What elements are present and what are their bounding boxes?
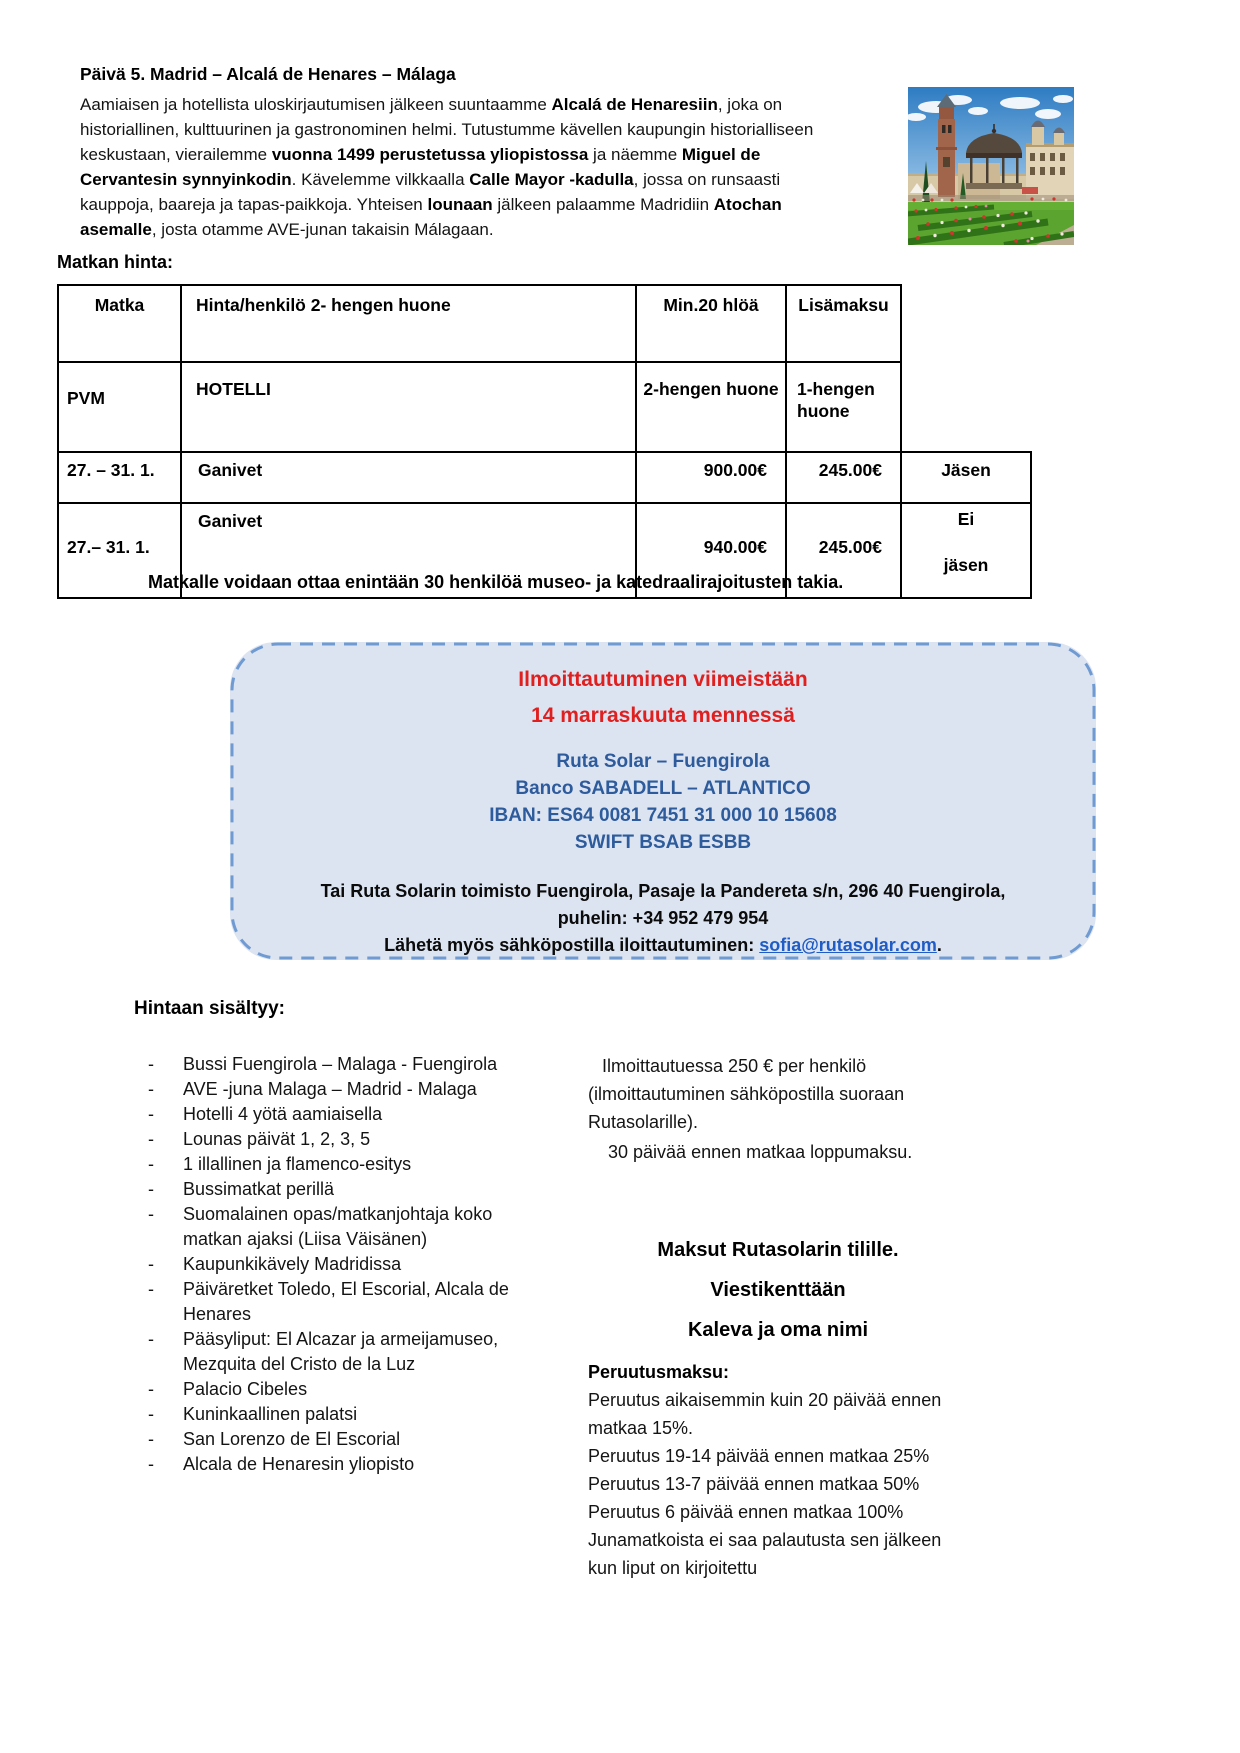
swift-line: SWIFT BSAB ESBB <box>574 832 752 853</box>
text-run: jälkeen palaamme Madridiin <box>492 195 714 214</box>
bold-text-run: Alcalá de Henaresiin <box>551 95 718 114</box>
cancellation-terms <box>588 1386 968 1582</box>
cancellation-line: Peruutus aikaisemmin kuin 20 päivää ennen matkaa 15%. <box>588 1390 942 1438</box>
subheader-1hengen-line1: 1-hengen <box>797 379 875 399</box>
office-phone-line: puhelin: +34 952 479 954 <box>557 908 769 928</box>
included-list <box>148 1052 528 1477</box>
text-run: Aamiaisen ja hotellista uloskirjautumisen jälkeen suuntaamme <box>80 95 552 114</box>
payment-heading-line2: Kaleva ja oma nimi <box>687 1319 869 1341</box>
cell-surcharge-2: 245.00€ <box>786 503 901 598</box>
table-spacer-cell <box>901 285 1031 362</box>
subheader-cell-pvm: PVM <box>58 362 181 452</box>
bold-text-run: Calle Mayor -kadulla <box>469 170 634 189</box>
text-run: , josta otamme AVE-junan takaisin Málagaan. <box>151 220 494 239</box>
payment-heading-line1: Maksut Rutasolarin tilille. Viestikenttään <box>657 1239 899 1301</box>
list-item-text: Lounas päivät 1, 2, 3, 5 <box>183 1129 371 1149</box>
office-address-line: Tai Ruta Solarin toimisto Fuengirola, Pasaje la Pandereta s/n, 296 40 Fuengirola, <box>320 881 1006 901</box>
bank-branch-line: Banco SABADELL – ATLANTICO <box>515 778 811 799</box>
bold-text-run: lounaan <box>427 195 493 214</box>
list-item <box>148 1277 528 1327</box>
list-bullet: - <box>148 1404 154 1424</box>
membership-line2: jäsen <box>943 555 989 575</box>
table-spacer-cell <box>901 362 1031 452</box>
list-bullet: - <box>148 1329 154 1349</box>
header-cell-min20: Min.20 hlöä <box>636 285 786 362</box>
cell-hotel-1: Ganivet <box>181 452 636 503</box>
cell-date-2: 27.– 31. 1. <box>58 503 181 598</box>
list-item <box>148 1202 528 1252</box>
list-bullet: - <box>148 1379 154 1399</box>
bold-text-run: Atochan asemalle <box>80 195 782 239</box>
cell-date-1: 27. – 31. 1. <box>58 452 181 503</box>
list-item-text: AVE -juna Malaga – Madrid - Malaga <box>183 1079 477 1099</box>
list-item-text: Bussi Fuengirola – Malaga - Fuengirola <box>183 1054 498 1074</box>
office-details <box>230 878 1096 959</box>
deadline-line2: 14 marraskuuta mennessä <box>531 704 795 727</box>
bank-name-line: Ruta Solar – Fuengirola <box>556 751 770 772</box>
table-subheader-row <box>58 362 1031 452</box>
day-title: Päivä 5. Madrid – Alcalá de Henares – Málaga <box>80 64 456 84</box>
alcala-plaza-photo <box>908 87 1074 245</box>
subheader-cell-hotelli: HOTELLI <box>181 362 636 452</box>
included-heading: Hintaan sisältyy: <box>134 998 285 1019</box>
price-table <box>57 284 1032 599</box>
list-bullet: - <box>148 1154 154 1174</box>
registration-content <box>230 642 1096 959</box>
cancellation-line: Junamatkoista ei saa palautusta sen jälkeen kun liput on kirjoitettu <box>588 1530 942 1578</box>
list-item <box>148 1427 528 1452</box>
subheader-1hengen-line2: huone <box>797 401 850 421</box>
list-item-text: Päiväretket Toledo, El Escorial, Alcala de Henares <box>183 1279 509 1324</box>
list-item <box>148 1327 528 1377</box>
cell-price-2: 940.00€ <box>636 503 786 598</box>
list-item-text: Hotelli 4 yötä aamiaisella <box>183 1104 383 1124</box>
subheader-cell-1hengen <box>786 362 901 452</box>
list-item <box>148 1252 528 1277</box>
list-item <box>148 1402 528 1427</box>
header-cell-hinta: Hinta/henkilö 2- hengen huone <box>181 285 636 362</box>
deposit-paragraph: Ilmoittautuessa 250 € per henkilö (ilmoittautuminen sähköpostilla suoraan Rutasolarille). <box>588 1056 905 1132</box>
deadline-line1: Ilmoittautuminen viimeistään <box>518 668 808 691</box>
table-header-row <box>58 285 1031 362</box>
list-item <box>148 1077 528 1102</box>
list-item <box>148 1177 528 1202</box>
cell-membership-2 <box>901 503 1031 598</box>
list-bullet: - <box>148 1454 154 1474</box>
cell-surcharge-1: 245.00€ <box>786 452 901 503</box>
list-item-text: Suomalainen opas/matkanjohtaja koko matkan ajaksi (Liisa Väisänen) <box>183 1204 493 1249</box>
list-bullet: - <box>148 1179 154 1199</box>
list-bullet: - <box>148 1429 154 1449</box>
bank-details <box>230 748 1096 856</box>
cell-price-1: 900.00€ <box>636 452 786 503</box>
list-item-text: Kaupunkikävely Madridissa <box>183 1254 402 1274</box>
list-item <box>148 1377 528 1402</box>
final-payment-paragraph: 30 päivää ennen matkaa loppumaksu. <box>608 1142 913 1162</box>
email-link[interactable]: sofia@rutasolar.com <box>759 935 937 955</box>
payment-instruction-heading <box>588 1230 968 1350</box>
list-bullet: - <box>148 1254 154 1274</box>
cell-hotel-2: Ganivet <box>181 503 636 598</box>
text-run: Lähetä myös sähköpostilla iloittautuminen: <box>384 935 760 955</box>
cancellation-line: Peruutus 6 päivää ennen matkaa 100% <box>588 1502 904 1522</box>
list-item <box>148 1452 528 1477</box>
list-item-text: Palacio Cibeles <box>183 1379 308 1399</box>
bold-text-run: vuonna 1499 perustetussa yliopistossa <box>271 145 589 164</box>
day-description <box>80 92 822 242</box>
list-bullet: - <box>148 1129 154 1149</box>
payment-column <box>588 1052 968 1582</box>
text-run: , joka on historiallinen, kulttuurinen ja gastronominen helmi. Tutustumme kävellen kaupungin historialliseen keskustaan, vierailemme <box>80 95 814 164</box>
bold-text-run: Miguel de Cervantesin synnyinkodin <box>80 145 761 189</box>
subheader-cell-2hengen: 2-hengen huone <box>636 362 786 452</box>
text-run: . <box>936 935 942 955</box>
list-item-text: San Lorenzo de El Escorial <box>183 1429 401 1449</box>
text-run: , jossa on runsaasti kauppoja, baareja ja tapas-paikkoja. Yhteisen <box>80 170 781 214</box>
list-item <box>148 1102 528 1127</box>
registration-deadline <box>230 662 1096 734</box>
iban-line: IBAN: ES64 0081 7451 31 000 10 15608 <box>489 805 837 826</box>
list-bullet: - <box>148 1079 154 1099</box>
list-item <box>148 1127 528 1152</box>
header-cell-matka: Matka <box>58 285 181 362</box>
cell-membership-1: Jäsen <box>901 452 1031 503</box>
table-row-member <box>58 452 1031 503</box>
list-item-text: Kuninkaallinen palatsi <box>183 1404 358 1424</box>
list-bullet: - <box>148 1054 154 1074</box>
list-bullet: - <box>148 1279 154 1299</box>
list-item <box>148 1052 528 1077</box>
list-item-text: Alcala de Henaresin yliopisto <box>183 1454 415 1474</box>
list-item-text: 1 illallinen ja flamenco-esitys <box>183 1154 412 1174</box>
header-cell-lisamaksu: Lisämaksu <box>786 285 901 362</box>
email-line <box>230 932 1096 959</box>
list-item <box>148 1152 528 1177</box>
list-item-text: Pääsyliput: El Alcazar ja armeijamuseo, Mezquita del Cristo de la Luz <box>183 1329 499 1374</box>
list-bullet: - <box>148 1104 154 1124</box>
text-run: ja näemme <box>588 145 682 164</box>
membership-line1: Ei <box>957 509 975 529</box>
text-run: . Kävelemme vilkkaalla <box>291 170 470 189</box>
list-item-text: Bussimatkat perillä <box>183 1179 335 1199</box>
cancellation-heading: Peruutusmaksu: <box>588 1362 730 1382</box>
cancellation-line: Peruutus 13-7 päivää ennen matkaa 50% <box>588 1474 920 1494</box>
list-bullet: - <box>148 1204 154 1224</box>
cancellation-line: Peruutus 19-14 päivää ennen matkaa 25% <box>588 1446 930 1466</box>
capacity-note: Matkalle voidaan ottaa enintään 30 henkilöä museo- ja katedraalirajoitusten takia. <box>148 572 844 592</box>
price-section-heading: Matkan hinta: <box>57 252 174 272</box>
